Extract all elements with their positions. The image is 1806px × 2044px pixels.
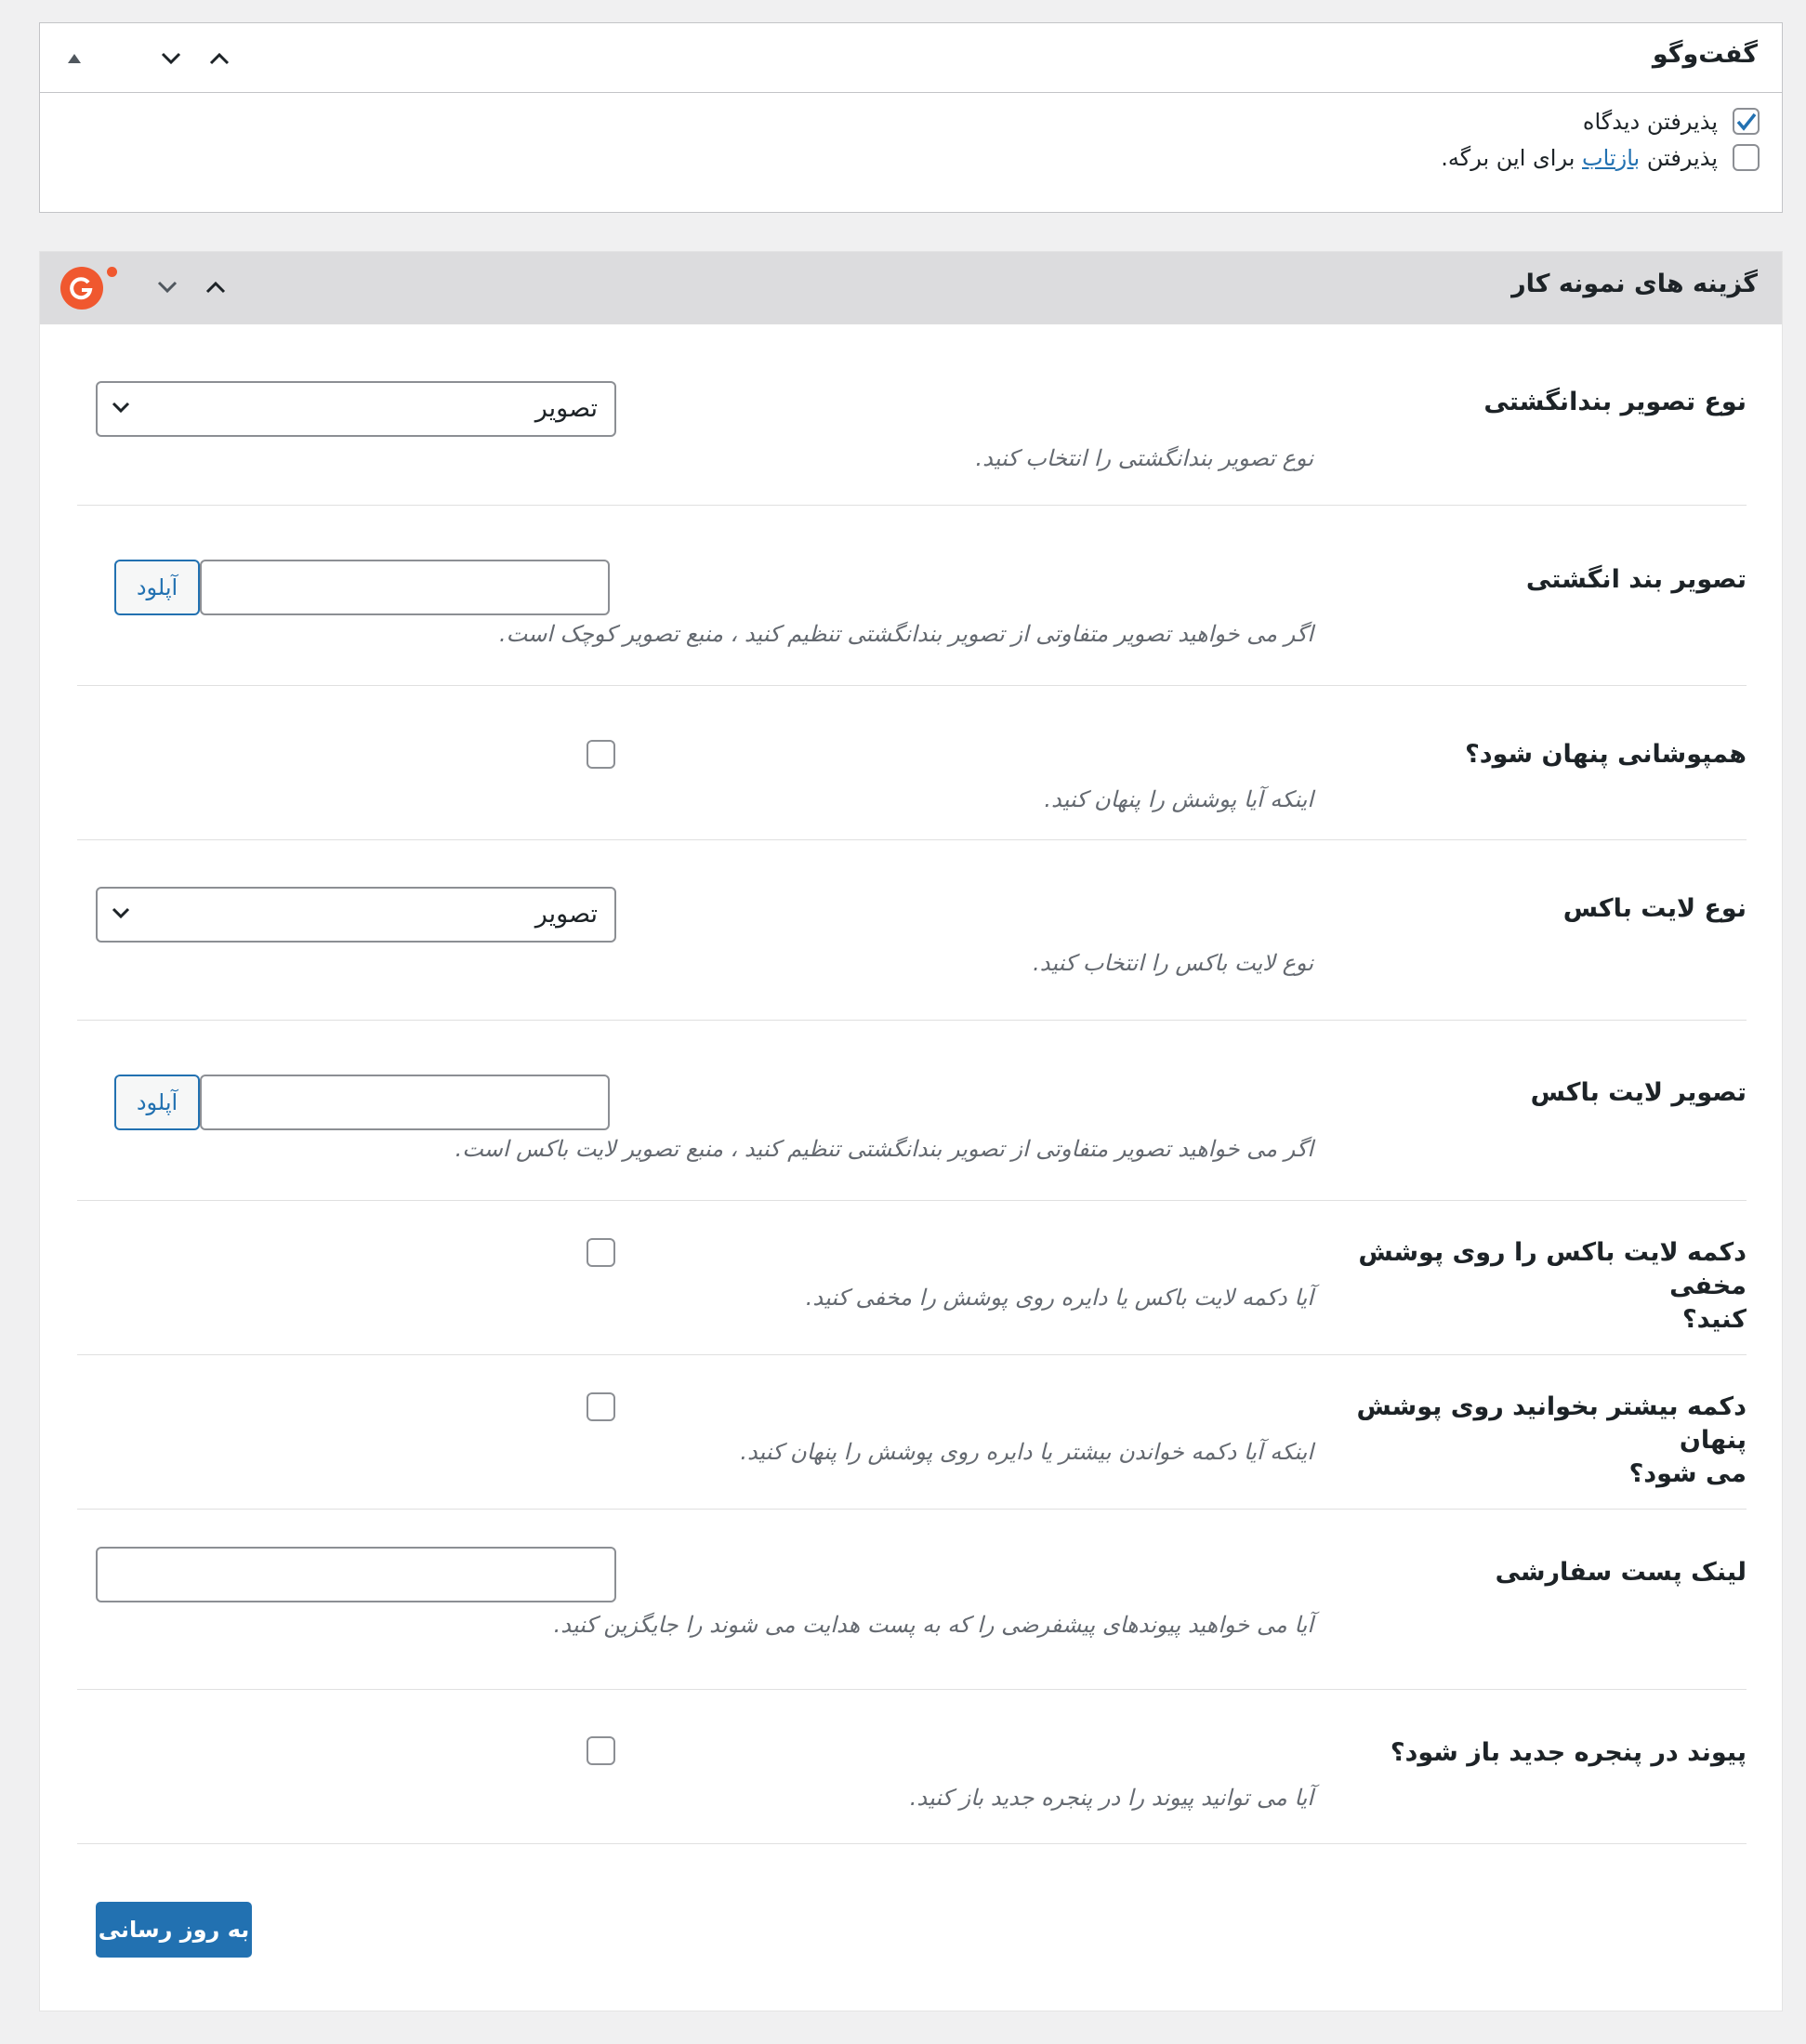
new-window-checkbox[interactable] — [587, 1736, 615, 1765]
allow-comments-row — [1583, 108, 1760, 135]
field-hide-overlay — [77, 686, 1747, 840]
select-value: تصویر — [534, 900, 598, 929]
field-description: اگر می خواهید تصویر متفاوتی از تصویر بندانگشتی تنظیم کنید ، منبع تصویر لایت باکس است. — [455, 1136, 1313, 1162]
update-button[interactable]: به روز رسانی — [96, 1902, 252, 1958]
field-label: تصویر بند انگشتی — [1525, 565, 1747, 594]
allow-pings-text-start: پذیرفتن — [1640, 144, 1718, 171]
field-label: لینک پست سفارشی — [1495, 1558, 1747, 1587]
field-description: نوع تصویر بندانگشتی را انتخاب کنید. — [975, 445, 1313, 471]
custom-link-input[interactable] — [96, 1547, 616, 1602]
portfolio-options-header — [40, 252, 1782, 324]
field-label-line: کنید؟ — [1681, 1305, 1747, 1334]
field-label-line: می شود؟ — [1628, 1459, 1747, 1488]
field-description: اینکه آیا پوشش را پنهان کنید. — [1044, 786, 1313, 812]
field-hide-lightbox-button — [77, 1201, 1747, 1355]
field-label — [1347, 1236, 1747, 1337]
field-custom-link — [77, 1510, 1747, 1690]
hide-overlay-checkbox[interactable] — [587, 740, 615, 769]
field-description: آیا می خواهید پیوندهای پیشفرضی را که به پست هدایت می شوند را جایگزین کنید. — [553, 1612, 1313, 1638]
move-down-icon[interactable] — [148, 23, 194, 93]
lightbox-image-url-input[interactable] — [200, 1075, 610, 1130]
allow-comments-checkbox[interactable] — [1733, 108, 1760, 135]
field-label: نوع لایت باکس — [1562, 894, 1747, 923]
field-description: آیا می توانید پیوند را در پنجره جدید باز کنید. — [909, 1785, 1313, 1811]
field-label-line: دکمه لایت باکس را روی پوشش مخفی — [1358, 1238, 1747, 1300]
field-thumb-image — [77, 506, 1747, 686]
field-description: اینکه آیا دکمه خواندن بیشتر یا دایره روی پوشش را پنهان کنید. — [740, 1439, 1313, 1465]
field-description: آیا دکمه لایت باکس یا دایره روی پوشش را مخفی کنید. — [805, 1285, 1313, 1311]
notification-dot — [107, 267, 117, 277]
move-up-icon[interactable] — [196, 23, 243, 93]
field-label: پیوند در پنجره جدید باز شود؟ — [1390, 1738, 1747, 1767]
portfolio-options-metabox — [39, 251, 1783, 2011]
allow-pings-text-end: برای این برگه. — [1441, 144, 1583, 171]
thumb-image-url-input[interactable] — [200, 560, 610, 615]
thumb-image-upload-button[interactable]: آپلود — [114, 560, 200, 615]
chevron-down-icon — [111, 400, 131, 415]
field-description: اگر می خواهید تصویر متفاوتی از تصویر بندانگشتی تنظیم کنید ، منبع تصویر کوچک است. — [499, 621, 1313, 647]
field-lightbox-image — [77, 1021, 1747, 1201]
move-down-icon[interactable] — [144, 252, 191, 322]
field-lightbox-type — [77, 840, 1747, 1021]
allow-pings-checkbox[interactable] — [1733, 144, 1760, 171]
field-label-line: دکمه بیشتر بخوانید روی پوشش پنهان — [1356, 1392, 1747, 1455]
hide-lightbox-button-checkbox[interactable] — [587, 1238, 615, 1267]
move-up-icon[interactable] — [192, 252, 239, 322]
field-thumb-type — [77, 324, 1747, 506]
discussion-metabox — [39, 22, 1783, 213]
discussion-title: گفت‌وگو — [1652, 40, 1758, 69]
allow-pings-row — [1441, 144, 1760, 171]
field-label: نوع تصویر بندانگشتی — [1483, 388, 1747, 416]
discussion-body — [40, 93, 1782, 213]
portfolio-options-title: گزینه های نمونه کار — [1511, 270, 1758, 298]
allow-pings-label — [1441, 145, 1718, 171]
allow-comments-label: پذیرفتن دیدگاه — [1582, 108, 1718, 135]
hide-readmore-button-checkbox[interactable] — [587, 1392, 615, 1421]
discussion-header — [40, 23, 1782, 93]
pingback-link[interactable]: بازتاب — [1582, 144, 1641, 171]
chevron-down-icon — [111, 905, 131, 920]
field-label: تصویر لایت باکس — [1530, 1078, 1747, 1107]
field-label — [1347, 1391, 1747, 1491]
field-hide-readmore-button — [77, 1355, 1747, 1510]
lightbox-type-select[interactable] — [96, 887, 616, 943]
select-value: تصویر — [534, 394, 598, 423]
toggle-panel-icon[interactable] — [51, 23, 98, 93]
lightbox-image-upload-button[interactable]: آپلود — [114, 1075, 200, 1130]
field-label: همپوشانی پنهان شود؟ — [1465, 740, 1747, 769]
plugin-logo-icon — [60, 267, 103, 310]
thumb-type-select[interactable] — [96, 381, 616, 437]
field-description: نوع لایت باکس را انتخاب کنید. — [1033, 950, 1313, 976]
field-new-window — [77, 1690, 1747, 1844]
